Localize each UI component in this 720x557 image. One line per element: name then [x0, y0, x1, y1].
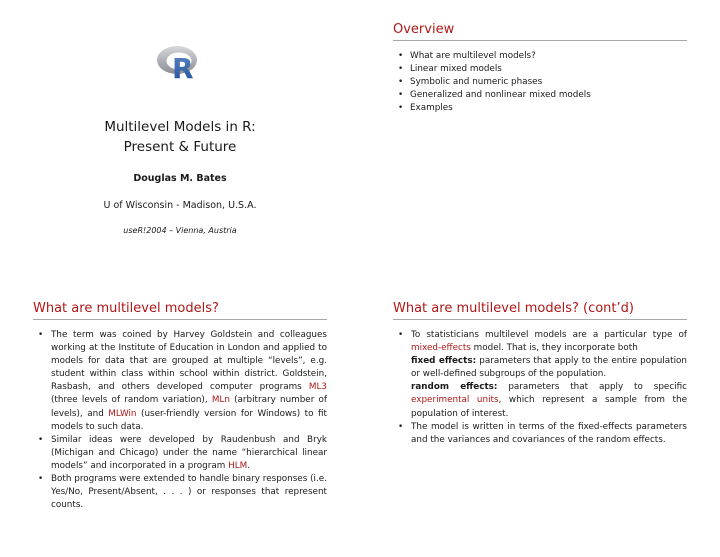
program-ml3: ML3 [308, 382, 327, 393]
title-slide [0, 0, 360, 278]
random-effects-definition: random effects: parameters that apply to specific experimental units, which represent a sample from the population of interest. [411, 382, 688, 419]
title-rule [393, 319, 687, 320]
multilevel-models-cont-slide [360, 278, 720, 557]
author-name: Douglas M. Bates [133, 173, 227, 184]
overview-item: • Linear mixed models [393, 63, 591, 76]
multilevel-cont-title: What are multilevel models? (cont’d) [393, 301, 634, 316]
mixed-effects-term: mixed-effects [411, 343, 471, 354]
overview-list [393, 50, 591, 115]
title-rule [393, 40, 687, 41]
overview-title: Overview [393, 22, 455, 37]
bullet-binary: • Both programs were extended to handle binary responses (i.e. Yes/No, Present/Absent, . . . ) or responses that represent counts. [33, 473, 327, 512]
fixed-effects-definition: fixed effects: parameters that apply to the entire population or well-defined subgroups of the population. [411, 356, 687, 380]
program-hlm: HLM [228, 460, 248, 471]
presentation-title-line-2: Present & Future [123, 139, 237, 155]
bullet-raudenbush: • Similar ideas were developed by Raudenbush and Bryk (Michigan and Chicago) under the name “hierarchical linear models” and incorporated in a program HLM. [33, 434, 327, 473]
affiliation: U of Wisconsin - Madison, U.S.A. [103, 200, 257, 211]
presentation-title-line-1: Multilevel Models in R: [104, 119, 256, 135]
overview-item: • What are multilevel models? [393, 50, 591, 63]
experimental-units-term: experimental units [411, 395, 499, 406]
bullet-statisticians: • To statisticians multilevel models are a particular type of mixed-effects model. That is, they incorporate both [393, 329, 687, 355]
overview-slide [360, 0, 720, 278]
overview-item: • Symbolic and numeric phases [393, 76, 591, 89]
multilevel-title: What are multilevel models? [33, 301, 219, 316]
overview-item: • Examples [393, 102, 591, 115]
conference: useR!2004 – Vienna, Austria [123, 226, 237, 235]
bullet-goldstein: • The term was coined by Harvey Goldstein and colleagues working at the Institute of Education in London and applied to models for data that are grouped at multiple “levels”, e.g. student within class within school within district. Goldstein, Rasbash, and others developed computer programs ML3 (three levels of random variation), MLn (arbitrary number of levels), and MLWin (user-friendly version for Windows) to fit models to such data. [33, 329, 327, 434]
multilevel-models-slide [0, 278, 360, 557]
title-rule [33, 319, 327, 320]
r-logo-letter: R [172, 52, 194, 81]
program-mlwin: MLWin [108, 408, 137, 419]
overview-item: • Generalized and nonlinear mixed models [393, 89, 591, 102]
multilevel-bullets [33, 329, 327, 512]
r-logo [155, 43, 205, 81]
multilevel-cont-body [393, 329, 687, 447]
program-mln: MLn [211, 395, 230, 406]
bullet-model-written: • The model is written in terms of the fixed-effects parameters and the variances and covariances of the random effects. [393, 421, 687, 447]
